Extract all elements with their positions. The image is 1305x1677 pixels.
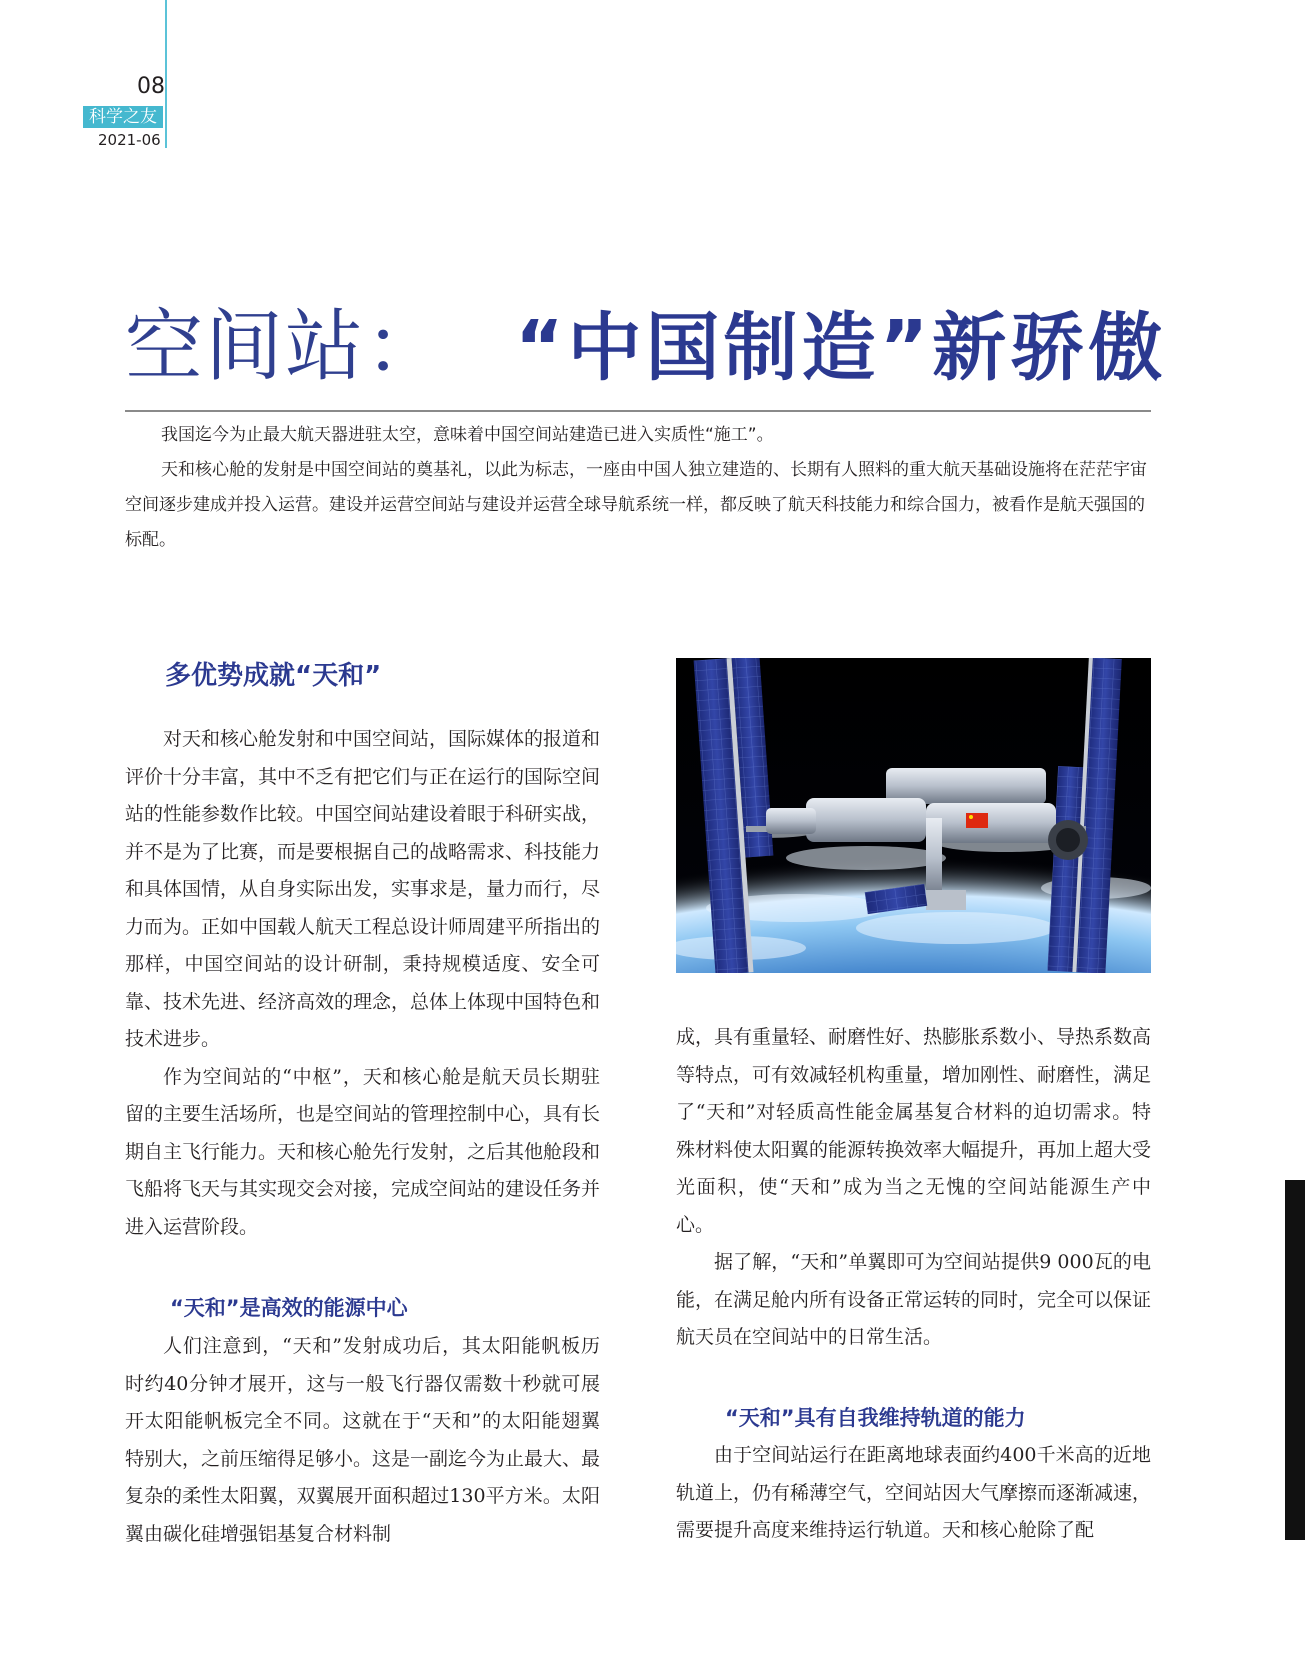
header-accent-line — [165, 0, 167, 148]
lead-paragraphs — [125, 418, 1155, 558]
body-paragraph: 作为空间站的“中枢”，天和核心舱是航天员长期驻留的主要生活场所，也是空间站的管理控制中心，具有长期自主飞行能力。天和核心舱先行发射，之后其他舱段和飞船将飞天与其实现交会对接，完成空间站的建设任务并进入运营阶段。 — [125, 1065, 601, 1238]
lead-paragraph-1: 我国迄今为止最大航天器进驻太空，意味着中国空间站建造已进入实质性“施工”。 — [161, 425, 774, 445]
space-station-illustration — [676, 658, 1151, 973]
issue-date: 2021-06 — [98, 131, 161, 149]
body-paragraph: 人们注意到，“天和”发射成功后，其太阳能帆板历时约40分钟才展开，这与一般飞行器仅需数十秒就可展开太阳能帆板完全不同。这就在于“天和”的太阳能翅翼特别大，之前压缩得足够小。这是一副迄今为止最大、最复杂的柔性太阳翼，双翼展开面积超过130平方米。太阳翼由碳化硅增强铝基复合材料制 — [125, 1335, 601, 1545]
section-heading-2: “天和”是高效的能源中心 — [170, 1296, 408, 1320]
body-paragraph-continued: 成，具有重量轻、耐磨性好、热膨胀系数小、导热系数高等特点，可有效减轻机构重量，增加刚性、耐磨性，满足了“天和”对轻质高性能金属基复合材料的迫切需求。特殊材料使太阳翼的能源转换效率大幅提升，再加上超大受光面积，使“天和”成为当之无愧的空间站能源生产中心。 — [676, 1026, 1152, 1236]
left-column — [125, 721, 600, 1246]
body-paragraph: 对天和核心舱发射和中国空间站，国际媒体的报道和评价十分丰富，其中不乏有把它们与正在运行的国际空间站的性能参数作比较。中国空间站建设着眼于科研实战，并不是为了比赛，而是要根据自己的战略需求、科技能力和具体国情，从自身实际出发，实事求是，量力而行，尽力而为。正如中国载人航天工程总设计师周建平所指出的那样，中国空间站的设计研制，秉持规模适度、安全可靠、技术先进、经济高效的理念，总体上体现中国特色和技术进步。 — [125, 728, 601, 1050]
lead-paragraph-2: 天和核心舱的发射是中国空间站的奠基礼，以此为标志，一座由中国人独立建造的、长期有人照料的重大航天基础设施将在茫茫宇宙空间逐步建成并投入运营。建设并运营空间站与建设并运营全球导航系统一样，都反映了航天科技能力和综合国力，被看作是航天强国的标配。 — [125, 460, 1147, 550]
section-heading-1: 多优势成就“天和” — [165, 661, 382, 691]
title-part2: “中国制造”新骄傲 — [515, 305, 1167, 391]
title-part1: 空间站： — [125, 302, 446, 392]
left-column-lower — [125, 1328, 600, 1553]
space-station-photo — [676, 658, 1151, 973]
body-paragraph: 由于空间站运行在距离地球表面约400千米高的近地轨道上，仍有稀薄空气，空间站因大气摩擦而逐渐减速，需要提升高度来维持运行轨道。天和核心舱除了配 — [676, 1444, 1152, 1541]
title-divider — [125, 410, 1151, 412]
right-column-lower — [676, 1437, 1151, 1550]
page-number: 08 — [137, 74, 165, 99]
magazine-name: 科学之友 — [83, 106, 163, 128]
article-title — [125, 284, 1166, 396]
page-edge-tab — [1285, 1180, 1305, 1540]
right-column — [676, 1019, 1151, 1357]
body-paragraph: 据了解，“天和”单翼即可为空间站提供9 000瓦的电能，在满足舱内所有设备正常运转的同时，完全可以保证航天员在空间站中的日常生活。 — [676, 1251, 1152, 1348]
section-heading-3: “天和”具有自我维持轨道的能力 — [725, 1406, 1026, 1430]
